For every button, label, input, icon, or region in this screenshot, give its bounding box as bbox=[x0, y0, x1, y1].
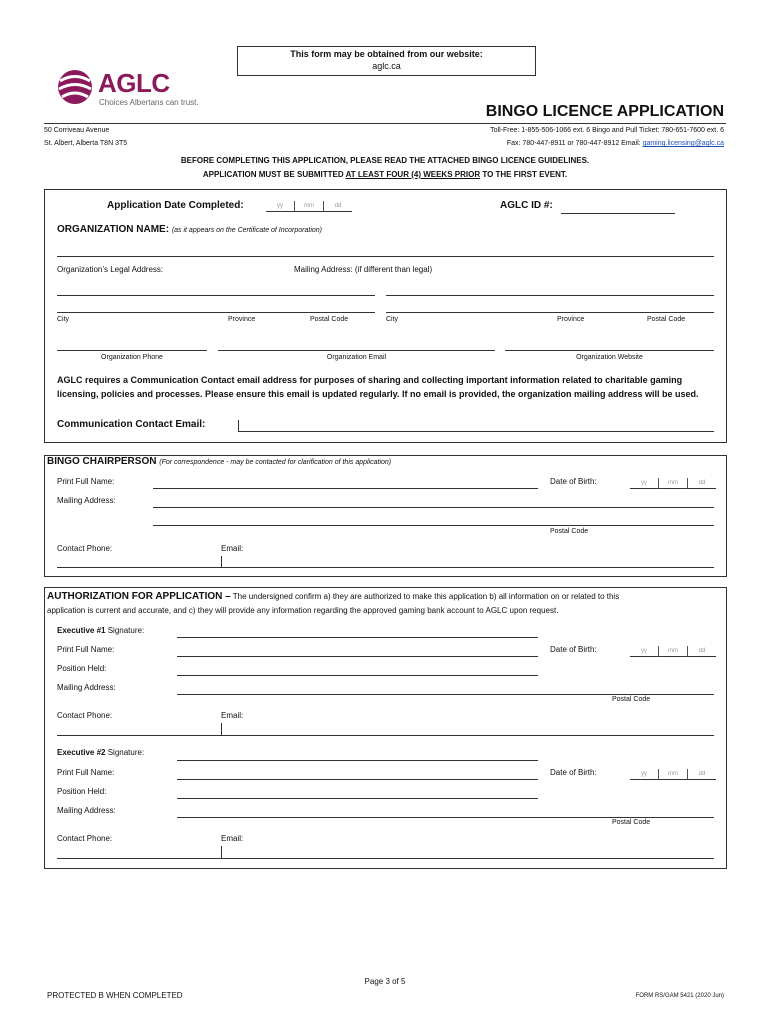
mailing-province-label: Province bbox=[557, 316, 585, 323]
instruction-line1: BEFORE COMPLETING THIS APPLICATION, PLEASE READ THE ATTACHED BINGO LICENCE GUIDELINES. bbox=[180, 156, 590, 165]
date-yy: yy bbox=[630, 769, 658, 780]
authorization-text2: application is current and accurate, and c) they will provide any information regarding the approved gaming bank account to AGLC upon request. bbox=[47, 606, 559, 615]
exec2-field-divider bbox=[221, 846, 222, 858]
exec2-dob-label: Date of Birth: bbox=[550, 768, 597, 777]
date-dd: dd bbox=[687, 769, 716, 780]
aglc-id-label: AGLC ID #: bbox=[500, 200, 553, 211]
exec2-signature-input[interactable] bbox=[177, 760, 538, 761]
legal-postal-label: Postal Code bbox=[310, 316, 349, 323]
exec1-mailing-label: Mailing Address: bbox=[57, 683, 116, 692]
communication-email-input[interactable] bbox=[238, 431, 714, 432]
chair-postal-label: Postal Code bbox=[550, 528, 589, 535]
chairperson-title bbox=[47, 456, 391, 467]
exec1-email-label: Email: bbox=[221, 711, 244, 720]
address-line1: 50 Corriveau Avenue bbox=[44, 127, 110, 134]
page-number: Page 3 of 5 bbox=[364, 977, 406, 986]
chairperson-title-text: BINGO CHAIRPERSON bbox=[47, 456, 157, 467]
chair-name-input[interactable] bbox=[153, 488, 538, 489]
date-mm: mm bbox=[658, 769, 687, 780]
aglc-logo-mark-icon bbox=[54, 64, 96, 110]
application-date-input[interactable] bbox=[266, 202, 352, 212]
chair-email-label: Email: bbox=[221, 544, 244, 553]
mailing-address-line2[interactable] bbox=[386, 312, 714, 313]
legal-province-label: Province bbox=[228, 316, 256, 323]
communication-email-label: Communication Contact Email: bbox=[57, 419, 206, 430]
exec2-phone-label: Contact Phone: bbox=[57, 834, 113, 843]
aglc-logo-text: AGLC bbox=[98, 68, 170, 98]
exec1-position-input[interactable] bbox=[177, 675, 538, 676]
exec1-phone-label: Contact Phone: bbox=[57, 711, 113, 720]
org-name-title: ORGANIZATION NAME: bbox=[57, 224, 170, 235]
instruction-line2-pre: APPLICATION MUST BE SUBMITTED bbox=[202, 170, 346, 179]
exec1-name-input[interactable] bbox=[177, 656, 538, 657]
org-name-note: (as it appears on the Certificate of Incorporation) bbox=[171, 227, 323, 234]
chairperson-section bbox=[44, 455, 727, 577]
mailing-address-label: Mailing Address: (if different than legal) bbox=[294, 265, 433, 274]
exec1-mailing-input[interactable] bbox=[177, 694, 714, 695]
date-yy: yy bbox=[630, 478, 658, 489]
mailing-city-label: City bbox=[386, 316, 399, 323]
mailing-postal-label: Postal Code bbox=[647, 316, 686, 323]
exec1-postal-label: Postal Code bbox=[612, 696, 651, 703]
authorization-text1: The undersigned confirm a) they are authorized to make this application b) all information on or related to this bbox=[230, 592, 620, 601]
chair-contact-input[interactable] bbox=[57, 567, 714, 568]
org-name-label bbox=[57, 224, 322, 235]
org-name-input[interactable] bbox=[57, 256, 714, 257]
legal-address-line2[interactable] bbox=[57, 312, 375, 313]
aglc-logo-tagline: Choices Albertans can trust. bbox=[99, 98, 199, 107]
chair-dob-label: Date of Birth: bbox=[550, 477, 597, 486]
mailing-address-line1[interactable] bbox=[386, 295, 714, 296]
exec1-signature-label bbox=[57, 626, 144, 635]
instruction-line2-underlined: AT LEAST FOUR (4) WEEKS PRIOR bbox=[345, 170, 481, 179]
communication-note: AGLC requires a Communication Contact email address for purposes of sharing and collecting important information related to charitable gaming licensing, policies and processes. Please ensure this email is updated regularly. If no email is provided, the organization mailing address will be used. bbox=[57, 375, 699, 399]
exec2-position-input[interactable] bbox=[177, 798, 538, 799]
exec1-signature-input[interactable] bbox=[177, 637, 538, 638]
legal-address-label: Organization’s Legal Address: bbox=[57, 265, 164, 274]
exec2-email-label: Email: bbox=[221, 834, 244, 843]
page-title: BINGO LICENCE APPLICATION bbox=[485, 103, 724, 120]
exec1-signature-text: Signature: bbox=[105, 626, 145, 635]
exec1-dob-label: Date of Birth: bbox=[550, 645, 597, 654]
legal-city-label: City bbox=[57, 316, 70, 323]
aglc-id-input[interactable] bbox=[561, 213, 675, 214]
website-note-box bbox=[237, 46, 536, 76]
exec2-name-label: Print Full Name: bbox=[57, 768, 115, 777]
chair-mailing-line2[interactable] bbox=[153, 525, 714, 526]
chair-mailing-line1[interactable] bbox=[153, 507, 714, 508]
form-id: FORM RS/GAM 5421 (2020 Jun) bbox=[635, 993, 724, 999]
org-email-input[interactable] bbox=[218, 350, 495, 351]
chair-name-label: Print Full Name: bbox=[57, 477, 115, 486]
exec1-name-label: Print Full Name: bbox=[57, 645, 115, 654]
authorization-heading bbox=[47, 591, 619, 602]
legal-address-line1[interactable] bbox=[57, 295, 375, 296]
date-mm: mm bbox=[658, 478, 687, 489]
org-phone-label: Organization Phone bbox=[101, 354, 163, 361]
date-dd: dd bbox=[323, 201, 352, 212]
chairperson-note: (For correspondence - may be contacted for clarification of this application) bbox=[159, 459, 392, 466]
exec2-postal-label: Postal Code bbox=[612, 819, 651, 826]
exec2-name-input[interactable] bbox=[177, 779, 538, 780]
authorization-title: AUTHORIZATION FOR APPLICATION – bbox=[47, 591, 231, 602]
date-dd: dd bbox=[687, 478, 716, 489]
exec1-dob-input[interactable] bbox=[630, 647, 716, 657]
exec1-label: Executive #1 bbox=[57, 626, 106, 635]
chair-dob-input[interactable] bbox=[630, 479, 716, 489]
date-yy: yy bbox=[630, 646, 658, 657]
fax-line bbox=[507, 140, 724, 147]
licensing-email-link[interactable]: gaming.licensing@aglc.ca bbox=[642, 140, 724, 147]
exec1-field-divider bbox=[221, 723, 222, 735]
date-dd: dd bbox=[687, 646, 716, 657]
exec2-position-label: Position Held: bbox=[57, 787, 107, 796]
protected-notice: PROTECTED B WHEN COMPLETED bbox=[47, 991, 183, 1000]
phone-line: Toll-Free: 1-855-506-1066 ext. 6 Bingo and Pull Ticket: 780-651-7600 ext. 6 bbox=[490, 127, 724, 134]
address-line2: St. Albert, Alberta T8N 3T5 bbox=[44, 140, 128, 147]
org-phone-input[interactable] bbox=[57, 350, 207, 351]
exec2-signature-text: Signature: bbox=[105, 748, 145, 757]
website-note-line1: This form may be obtained from our website: bbox=[290, 49, 483, 59]
org-email-label: Organization Email bbox=[326, 354, 387, 361]
exec2-signature-label bbox=[57, 748, 144, 757]
exec2-mailing-input[interactable] bbox=[177, 817, 714, 818]
exec1-contact-input[interactable] bbox=[57, 735, 714, 736]
chair-mailing-label: Mailing Address: bbox=[57, 496, 116, 505]
header-divider bbox=[44, 123, 726, 124]
exec1-position-label: Position Held: bbox=[57, 664, 107, 673]
exec2-contact-input[interactable] bbox=[57, 858, 714, 859]
authorization-section bbox=[44, 587, 727, 869]
date-mm: mm bbox=[658, 646, 687, 657]
website-note-url[interactable]: aglc.ca bbox=[372, 61, 401, 71]
date-mm: mm bbox=[294, 201, 323, 212]
application-date-label: Application Date Completed: bbox=[107, 200, 244, 211]
date-yy: yy bbox=[266, 201, 294, 212]
instruction-line2-post: TO THE FIRST EVENT. bbox=[480, 170, 568, 179]
exec2-mailing-label: Mailing Address: bbox=[57, 806, 116, 815]
org-website-label: Organization Website bbox=[576, 354, 643, 361]
org-website-input[interactable] bbox=[505, 350, 714, 351]
exec2-label: Executive #2 bbox=[57, 748, 106, 757]
instruction-line2 bbox=[0, 170, 770, 179]
chair-phone-label: Contact Phone: bbox=[57, 544, 113, 553]
aglc-logo bbox=[54, 64, 204, 110]
fax-text: Fax: 780-447-8911 or 780-447-8912 Email: bbox=[506, 140, 643, 147]
exec2-dob-input[interactable] bbox=[630, 770, 716, 780]
